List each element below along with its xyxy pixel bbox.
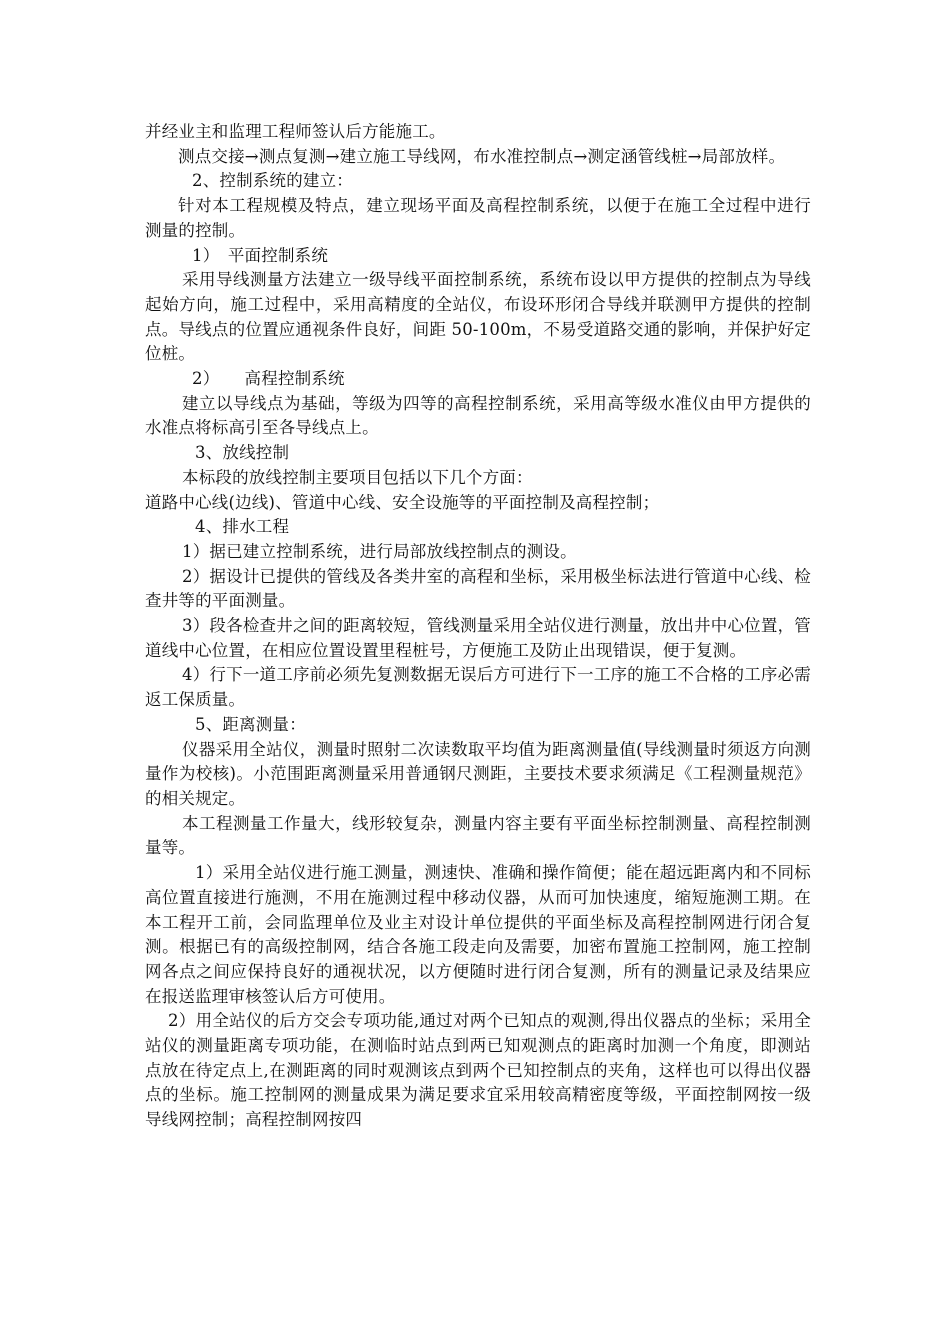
paragraph-drainage-3: 3）段各检查井之间的距离较短，管线测量采用全站仪进行测量，放出井中心位置，管道线中心位置，在相应位置设置里程桩号，方便施工及防止出现错误，便于复测。 (145, 616, 811, 660)
paragraph-layout-items: 道路中心线(边线)、管道中心线、安全设施等的平面控制及高程控制； (145, 492, 660, 512)
heading-distance-measurement: 5、距离测量： (195, 714, 306, 734)
paragraph-workflow: 测点交接→测点复测→建立施工导线网，布水准控制点→测定涵管线桩→局部放样。 (178, 146, 786, 166)
document-body (145, 120, 811, 1133)
heading-control-system: 2、控制系统的建立： (192, 171, 353, 191)
paragraph-drainage-1: 1）据已建立控制系统，进行局部放线控制点的测设。 (182, 541, 577, 561)
paragraph-total-station-1: 1）采用全站仪进行施工测量，测速快、准确和操作简便；能在超远距离内和不同标高位置直接进行施测，不用在施测过程中移动仪器，从而可加快速度，缩短施测工期。在本工程开工前，会同监理单位及业主对设计单位提供的平面坐标及高程控制网进行闭合复测。根据已有的高级控制网，结合各施工段走向及需要，加密布置施工控制网，施工控制网各点之间应保持良好的通视状况，以方便随时进行闭合复测，所有的测量记录及结果应在报送监理审核签认后方可使用。 (145, 863, 811, 1006)
paragraph-approval: 并经业主和监理工程师签认后方能施工。 (145, 122, 446, 141)
heading-drainage: 4、排水工程 (195, 517, 290, 537)
paragraph-drainage-2: 2）据设计已提供的管线及各类井室的高程和坐标，采用极坐标法进行管道中心线、检查井等的平面测量。 (145, 566, 811, 611)
subheading-plane-control: 1） 平面控制系统 (192, 245, 329, 265)
paragraph-layout-intro: 本标段的放线控制主要项目包括以下几个方面： (182, 467, 533, 487)
paragraph-control-intro: 针对本工程规模及特点，建立现场平面及高程控制系统，以便于在施工全过程中进行测量的控制。 (145, 196, 811, 240)
paragraph-distance: 仪器采用全站仪，测量时照射二次读数取平均值为距离测量值(导线测量时须返方向测量作为校核)。小范围距离测量采用普通钢尺测距，主要技术要求须满足《工程测量规范》的相关规定。 (145, 739, 811, 808)
heading-layout-control: 3、放线控制 (195, 443, 290, 463)
paragraph-elevation-control: 建立以导线点为基础，等级为四等的高程控制系统，采用高等级水准仪由甲方提供的水准点将标高引至各导线点上。 (145, 393, 811, 438)
paragraph-workload: 本工程测量工作量大，线形较复杂，测量内容主要有平面坐标控制测量、高程控制测量等。 (145, 813, 811, 858)
paragraph-total-station-2: 2）用全站仪的后方交会专项功能,通过对两个已知点的观测,得出仪器点的坐标；采用全站仪的测量距离专项功能，在测临时站点到两已知观测点的距离时加测一个角度，即测站点放在待定点上,在测距离的同时观测该点到两个已知控制点的夹角，这样也可以得出仪器点的坐标。施工控制网的测量成果为满足要求宜采用较高精密度等级，平面控制网按一级导线网控制；高程控制网按四 (145, 1011, 811, 1130)
paragraph-drainage-4: 4）行下一道工序前必须先复测数据无误后方可进行下一工序的施工不合格的工序必需返工保质量。 (145, 665, 811, 710)
paragraph-plane-control: 采用导线测量方法建立一级导线平面控制系统，系统布设以甲方提供的控制点为导线起始方向，施工过程中，采用高精度的全站仪，布设环形闭合导线并联测甲方提供的控制点。导线点的位置应通视条件良好，间距 50-100m，不易受道路交通的影响，并保护好定位桩。 (145, 270, 811, 364)
subheading-elevation-control: 2） 高程控制系统 (192, 369, 345, 389)
